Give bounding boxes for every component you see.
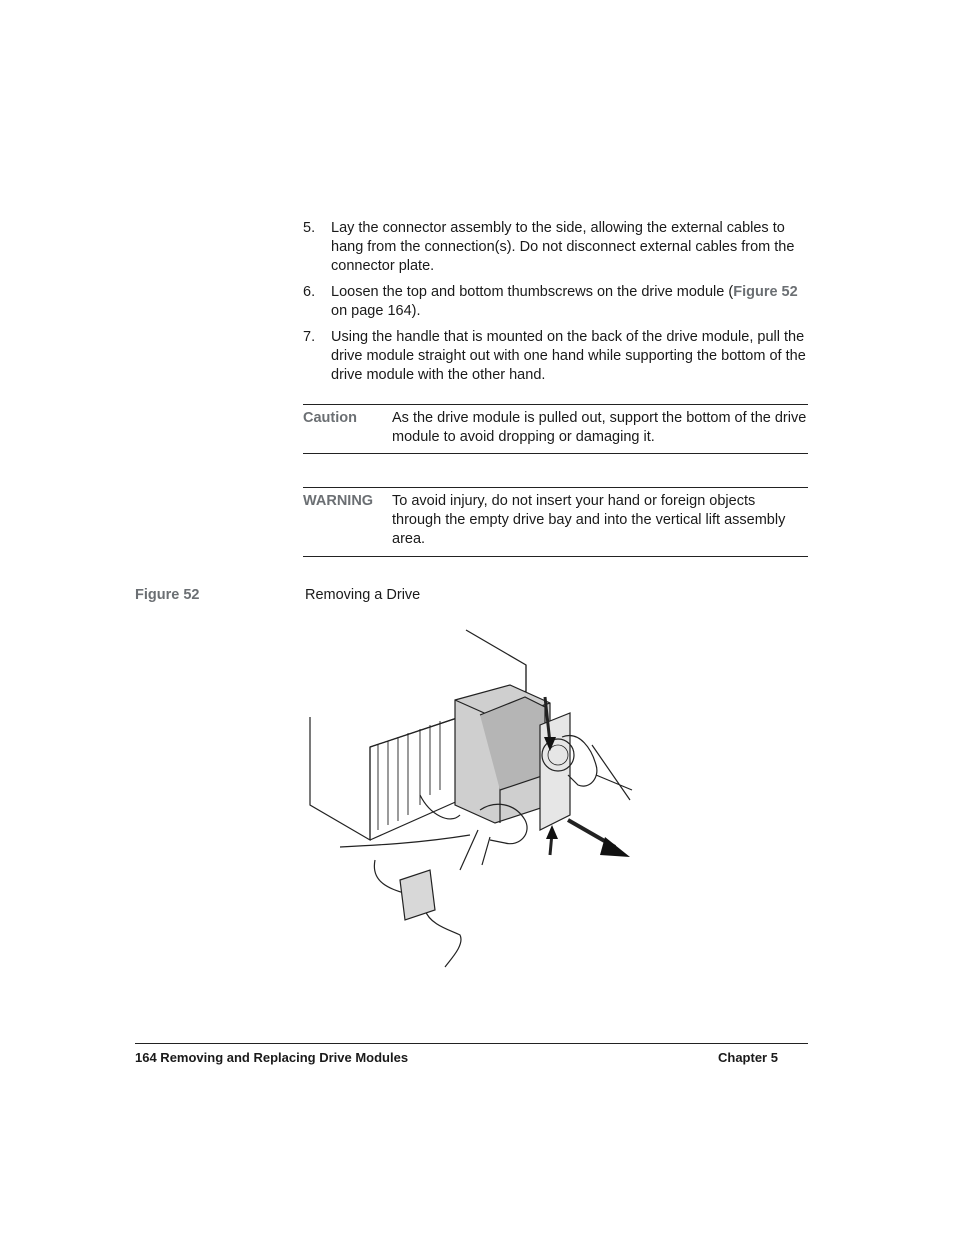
step-text: Using the handle that is mounted on the back of the drive module, pull the drive module straight out with one hand while supporting the bottom of the drive module with the other hand. xyxy=(331,329,806,383)
caution-box xyxy=(303,404,808,454)
figure-title: Removing a Drive xyxy=(305,587,421,603)
warning-box xyxy=(303,487,808,557)
step-text: Lay the connector assembly to the side, allowing the external cables to hang from the connection(s). Do not disconnect external cables from the connector plate. xyxy=(331,220,795,274)
footer-page-info: 164 Removing and Replacing Drive Modules xyxy=(135,1050,409,1065)
warning-label: WARNING xyxy=(303,493,374,509)
procedure-steps xyxy=(303,219,813,392)
footer-chapter: Chapter 5 xyxy=(718,1050,778,1065)
step-6 xyxy=(303,283,813,321)
step-5 xyxy=(303,219,813,276)
step-text-before: Loosen the top and bottom thumbscrews on the drive module ( xyxy=(331,284,734,300)
drive-removal-illustration xyxy=(300,625,640,975)
step-number: 7. xyxy=(303,329,316,345)
step-text-after: on page 164). xyxy=(331,303,421,319)
footer-rule xyxy=(135,1043,808,1044)
step-number: 6. xyxy=(303,284,316,300)
caution-text: As the drive module is pulled out, support the bottom of the drive module to avoid dropping or damaging it. xyxy=(392,410,807,445)
figure-label: Figure 52 xyxy=(135,587,200,603)
step-number: 5. xyxy=(303,220,316,236)
caution-label: Caution xyxy=(303,410,357,426)
figure-52-link[interactable]: Figure 52 xyxy=(733,284,798,300)
step-7 xyxy=(303,328,813,385)
warning-text: To avoid injury, do not insert your hand or foreign objects through the empty drive bay and into the vertical lift assembly area. xyxy=(392,493,786,547)
